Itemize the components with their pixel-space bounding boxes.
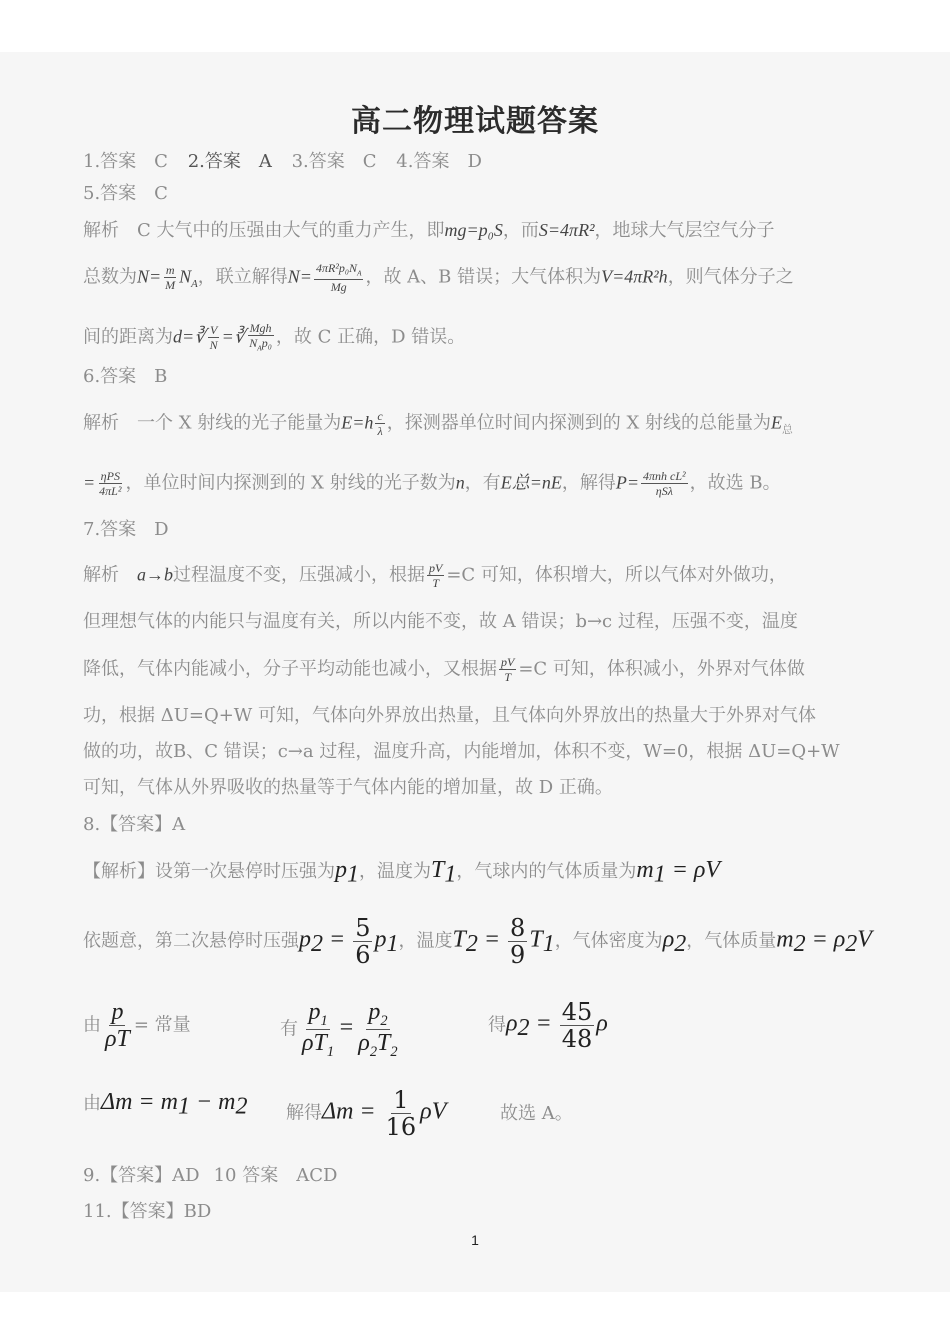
page-number: 1 (471, 1232, 479, 1248)
q7-analysis-line6: 可知，气体从外界吸收的热量等于气体内能的增加量，故 D 正确。 (83, 777, 613, 798)
q5-analysis-line2: 总数为N= $\frac{m}{M}$ $N_A$，联立解得N= $\frac{4\pi R^2p_0N_A}{Mg}$ ，故 A、B 错误；大气体积为V=4πR²h，则气体分子之 (83, 261, 794, 294)
answer-1: 1.答案 C (83, 151, 168, 172)
q8-analysis-line3: 由 $\frac{p}{\rho T}$ = 常量 (83, 999, 191, 1052)
q5-analysis-line1: 解析 C 大气中的压强由大气的重力产生，即mg=p₀S，而S=4πR²，地球大气层空气分子 (83, 220, 775, 241)
answer-5: 5.答案 C (83, 183, 168, 204)
answer-4: 4.答案 D (396, 151, 482, 172)
q8-analysis-line2: 依题意，第二次悬停时压强$p_2$ = $\frac{5}{6}$ $p_1$，温度$T_2$ = $\frac{8}{9}$ $T_1$，气体密度为$\rho_2$，气体质量$m_2 = \rho_2V$ (83, 914, 872, 969)
page-title: 高二物理试题答案 (351, 104, 599, 139)
answer-9: 9.【答案】AD (83, 1165, 200, 1186)
q6-analysis-line2: = $\frac{\text{ηPS}}{\text{4πL²}}$ ，单位时间内探测到的 X 射线的光子数为n，有E总=nE，解得P= $\frac{\text{4πnh cL²}}{\text{ηSλ}}$ ，故选 B。 (83, 469, 781, 498)
answer-10: 10 答案 ACD (213, 1165, 338, 1186)
q8-ratio-equation: 有 $\frac{p_1}{\rho T_1}$ = $\frac{p_2}{\rho_2T_2}$ (280, 999, 398, 1060)
q8-density-result: 得$\rho_2$ = $\frac{45}{48}$ ρ (488, 998, 608, 1053)
q7-analysis-line3: 降低，气体内能减小，分子平均动能也减小，又根据 $\frac{pV}{T}$ =C 可知，体积减小，外界对气体做 (83, 655, 805, 684)
formula-total-energy: $\frac{\text{ηPS}}{\text{4πL²}}$ (99, 469, 122, 498)
answer-7: 7.答案 D (83, 519, 169, 540)
answer-2: 2.答案 A (187, 151, 272, 172)
q7-analysis-line2: 但理想气体的内能只与温度有关，所以内能不变，故 A 错误；b→c 过程，压强不变，温度 (83, 611, 798, 632)
formula-cube-root-v-n: ∛ (194, 326, 206, 347)
formula-power-solution: $\frac{\text{4πnh cL²}}{\text{ηSλ}}$ (643, 469, 686, 498)
q6-analysis-line1: 解析 一个 X 射线的光子能量为E=h $\frac{c}{\lambda}$ ，探测器单位时间内探测到的 X 射线的总能量为$E_总$ (83, 409, 793, 438)
answers-9-10 (83, 1164, 337, 1188)
q8-analysis-line1: 【解析】设第一次悬停时压强为$p_1$，温度为$T_1$，气球内的气体质量为$m_1 = \rho V$ (83, 857, 721, 888)
formula-m-over-M: $\frac{m}{M}$ (165, 262, 176, 292)
q7-analysis-line5: 做的功，故B、C 错误；c→a 过程，温度升高，内能增加，体积不变，W=0，根据 ΔU=Q+W (83, 741, 840, 762)
q8-choice: 故选 A。 (500, 1103, 573, 1124)
formula-cube-root-distance: $\frac{\text{Mgh}}{N_Ap_0}$ (249, 321, 272, 353)
q8-analysis-line4: 由$\Delta m = m_1 - m_2$ (83, 1089, 248, 1120)
q7-analysis-line4: 功，根据 ΔU=Q+W 可知，气体向外界放出热量，且气体向外界放出的热量大于外界对气体 (83, 705, 817, 726)
answer-11: 11.【答案】BD (83, 1201, 212, 1222)
answer-6: 6.答案 B (83, 366, 168, 387)
q8-mass-result: 解得Δm = $\frac{1}{16}$ ρV (286, 1086, 447, 1141)
q7-analysis-line1: 解析 a→b过程温度不变，压强减小，根据 $\frac{pV}{T}$ =C 可知，体积增大，所以气体对外做功， (83, 561, 787, 590)
answer-8: 8.【答案】A (83, 814, 186, 835)
answer-3: 3.答案 C (291, 151, 377, 172)
q5-analysis-line3: 间的距离为d=∛ $\frac{V}{N}$ =∛ $\frac{\text{Mgh}}{N_Ap_0}$ ，故 C 正确，D 错误。 (83, 321, 466, 353)
formula-N-solution: $\frac{4\pi R^2p_0N_A}{Mg}$ (315, 261, 362, 294)
answers-1-4 (83, 150, 482, 174)
